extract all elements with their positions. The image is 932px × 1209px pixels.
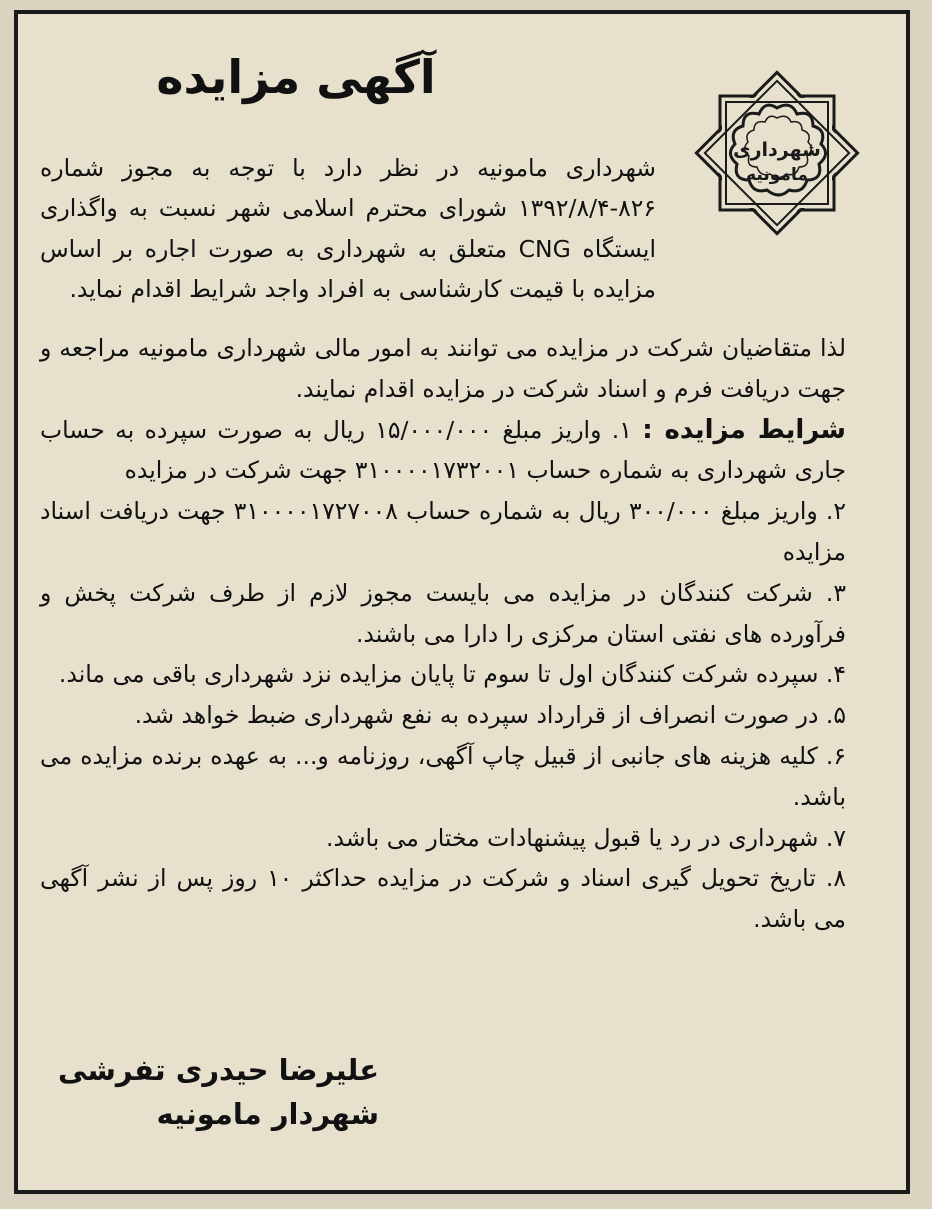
condition-item-3: ۳. شرکت کنندگان در مزایده می بایست مجوز لازم از طرف شرکت پخش و فرآورده های نفتی استان مرکزی را دارا می باشند. [40,578,846,648]
condition-item-5: ۵. در صورت انصراف از قرارداد سپرده به نفع شهرداری ضبط خواهد شد. [134,701,846,730]
condition-item-1-text: ۱. واریز مبلغ ۱۵/۰۰۰/۰۰۰ ریال به صورت سپرده به حساب جاری شهرداری به شماره حساب ۳۱۰۰۰۰۱۷۳۲۰۰۱ جهت شرکت در مزایده [40,415,846,485]
star-seal-icon [682,58,872,248]
condition-item-4: ۴. سپرده شرکت کنندگان اول تا سوم تا پایان مزایده نزد شهرداری باقی می ماند. [58,660,846,689]
notice-frame [14,10,910,1194]
condition-item-7: ۷. شهرداری در رد یا قبول پیشنهادات مختار می باشد. [326,823,846,852]
notice-body [40,328,886,940]
logo-line-2: مامونیه [746,165,808,185]
condition-item-1 [40,410,886,492]
notice-content [40,24,886,1176]
condition-item-8: ۸. تاریخ تحویل گیری اسناد و شرکت در مزایده حداکثر ۱۰ روز پس از نشر آگهی می باشد. [40,864,846,934]
signer-position: شهردار مامونیه [156,1097,380,1131]
intro-paragraph: شهرداری مامونیه در نظر دارد با توجه به مجوز شماره ۸۲۶-۱۳۹۲/۸/۴ شورای محترم اسلامی شهر نسبت به واگذاری ایستگاه CNG متعلق به شهرداری به صورت اجاره بر اساس مزایده با قیمت کارشناسی به افراد واجد شرایط اقدام نماید. [40,153,656,304]
municipality-logo [682,58,872,248]
condition-item-2: ۲. واریز مبلغ ۳۰۰/۰۰۰ ریال به شماره حساب ۳۱۰۰۰۰۱۷۲۷۰۰۸ جهت دریافت اسناد مزایده [40,497,846,566]
signer-name: علیرضا حیدری تفرشی [58,1053,380,1087]
logo-line-1: شهرداری [733,139,821,161]
conditions-heading: شرایط مزایده : [642,414,846,445]
condition-item-6: ۶. کلیه هزینه های جانبی از قبیل چاپ آگهی، روزنامه و... به عهده برنده مزایده می باشد. [40,741,846,811]
notice-title: آگهی مزایده [156,50,436,104]
signature-block [58,1048,379,1136]
applicants-paragraph: لذا متقاضیان شرکت در مزایده می توانند به امور مالی شهرداری مامونیه مراجعه و جهت دریافت فرم و اسناد شرکت در مزایده اقدام نمایند. [40,334,846,403]
